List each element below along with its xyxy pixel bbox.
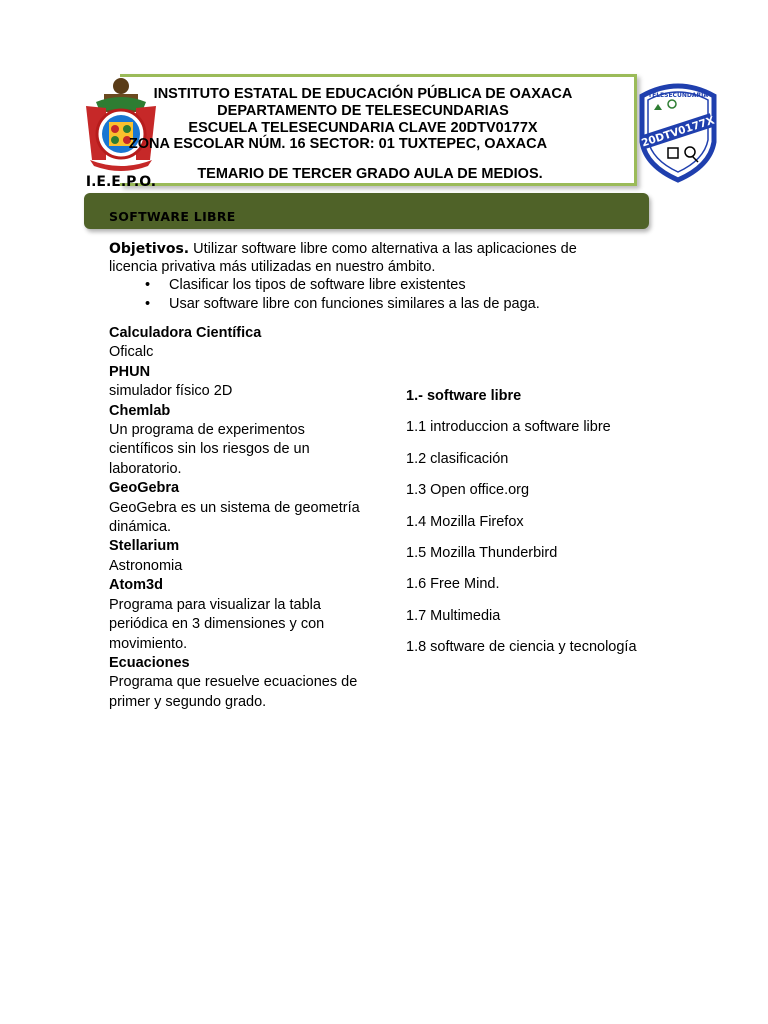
temario-item: 1.2 clasificación [406, 450, 509, 467]
program-title: PHUN [109, 363, 151, 380]
temario-item: 1.7 Multimedia [406, 607, 501, 624]
program-desc: simulador físico 2D [109, 383, 233, 400]
program-title: Atom3d [109, 577, 163, 594]
temario-item: 1.4 Mozilla Firefox [406, 513, 524, 530]
bullet-item: • Usar software libre con funciones similares a las de paga. [109, 295, 629, 314]
header-school: ESCUELA TELESECUNDARIA CLAVE 20DTV0177X [188, 120, 538, 136]
objetivos-label: Objetivos. [109, 241, 190, 257]
program-title: Stellarium [109, 538, 180, 555]
temario-heading: 1.- software libre [406, 388, 522, 404]
objetivos-bullets [109, 276, 629, 314]
header-temario-title: TEMARIO DE TERCER GRADO AULA DE MEDIOS. [197, 166, 543, 182]
programs-list [109, 324, 369, 712]
temario-list [406, 387, 666, 670]
program-desc: Un programa de experimentos científicos sin los riesgos de un laboratorio. [109, 422, 310, 477]
program-title: Chemlab [109, 402, 171, 419]
temario-item: 1.5 Mozilla Thunderbird [406, 544, 558, 561]
temario-item: 1.3 Open office.org [406, 482, 530, 499]
program-desc: Oficalc [109, 344, 154, 361]
svg-text:20DTV0177X: 20DTV0177X [640, 114, 716, 150]
objetivos-text: Utilizar software libre como alternativa a las aplicaciones de licencia privativa más utilizadas en nuestro ámbito. [109, 241, 577, 275]
program-title: GeoGebra [109, 480, 180, 497]
program-desc: Astronomia [109, 557, 183, 574]
objetivos-block [109, 240, 629, 314]
temario-item: 1.6 Free Mind. [406, 576, 500, 593]
section-title: SOFTWARE LIBRE [109, 209, 236, 224]
section-banner [84, 193, 649, 229]
temario-item: 1.1 introduccion a software libre [406, 419, 611, 436]
program-desc: Programa que resuelve ecuaciones de primer y segundo grado. [109, 674, 358, 710]
objetivos-paragraph [109, 240, 629, 276]
svg-text:TELESECUNDARIA: TELESECUNDARIA [648, 92, 708, 99]
program-desc: Programa para visualizar la tabla periódica en 3 dimensiones y con movimiento. [109, 596, 325, 652]
header-zone: ZONA ESCOLAR NÚM. 16 SECTOR: 01 TUXTEPEC, OAXACA [128, 136, 548, 152]
program-title: Ecuaciones [109, 654, 190, 671]
temario-item: 1.8 software de ciencia y tecnología [406, 639, 637, 656]
svg-text:I.E.E.P.O.: I.E.E.P.O. [85, 174, 157, 190]
header-department: DEPARTAMENTO DE TELESECUNDARIAS [217, 103, 509, 119]
telesecundaria-shield-logo [636, 80, 720, 184]
bullet-item: • Clasificar los tipos de software libre existentes [109, 276, 629, 295]
header-institute: INSTITUTO ESTATAL DE EDUCACIÓN PÚBLICA DE OAXACA [153, 86, 573, 102]
program-desc: GeoGebra es un sistema de geometría dinámica. [109, 499, 360, 536]
program-title: Calculadora Científica [109, 325, 262, 341]
